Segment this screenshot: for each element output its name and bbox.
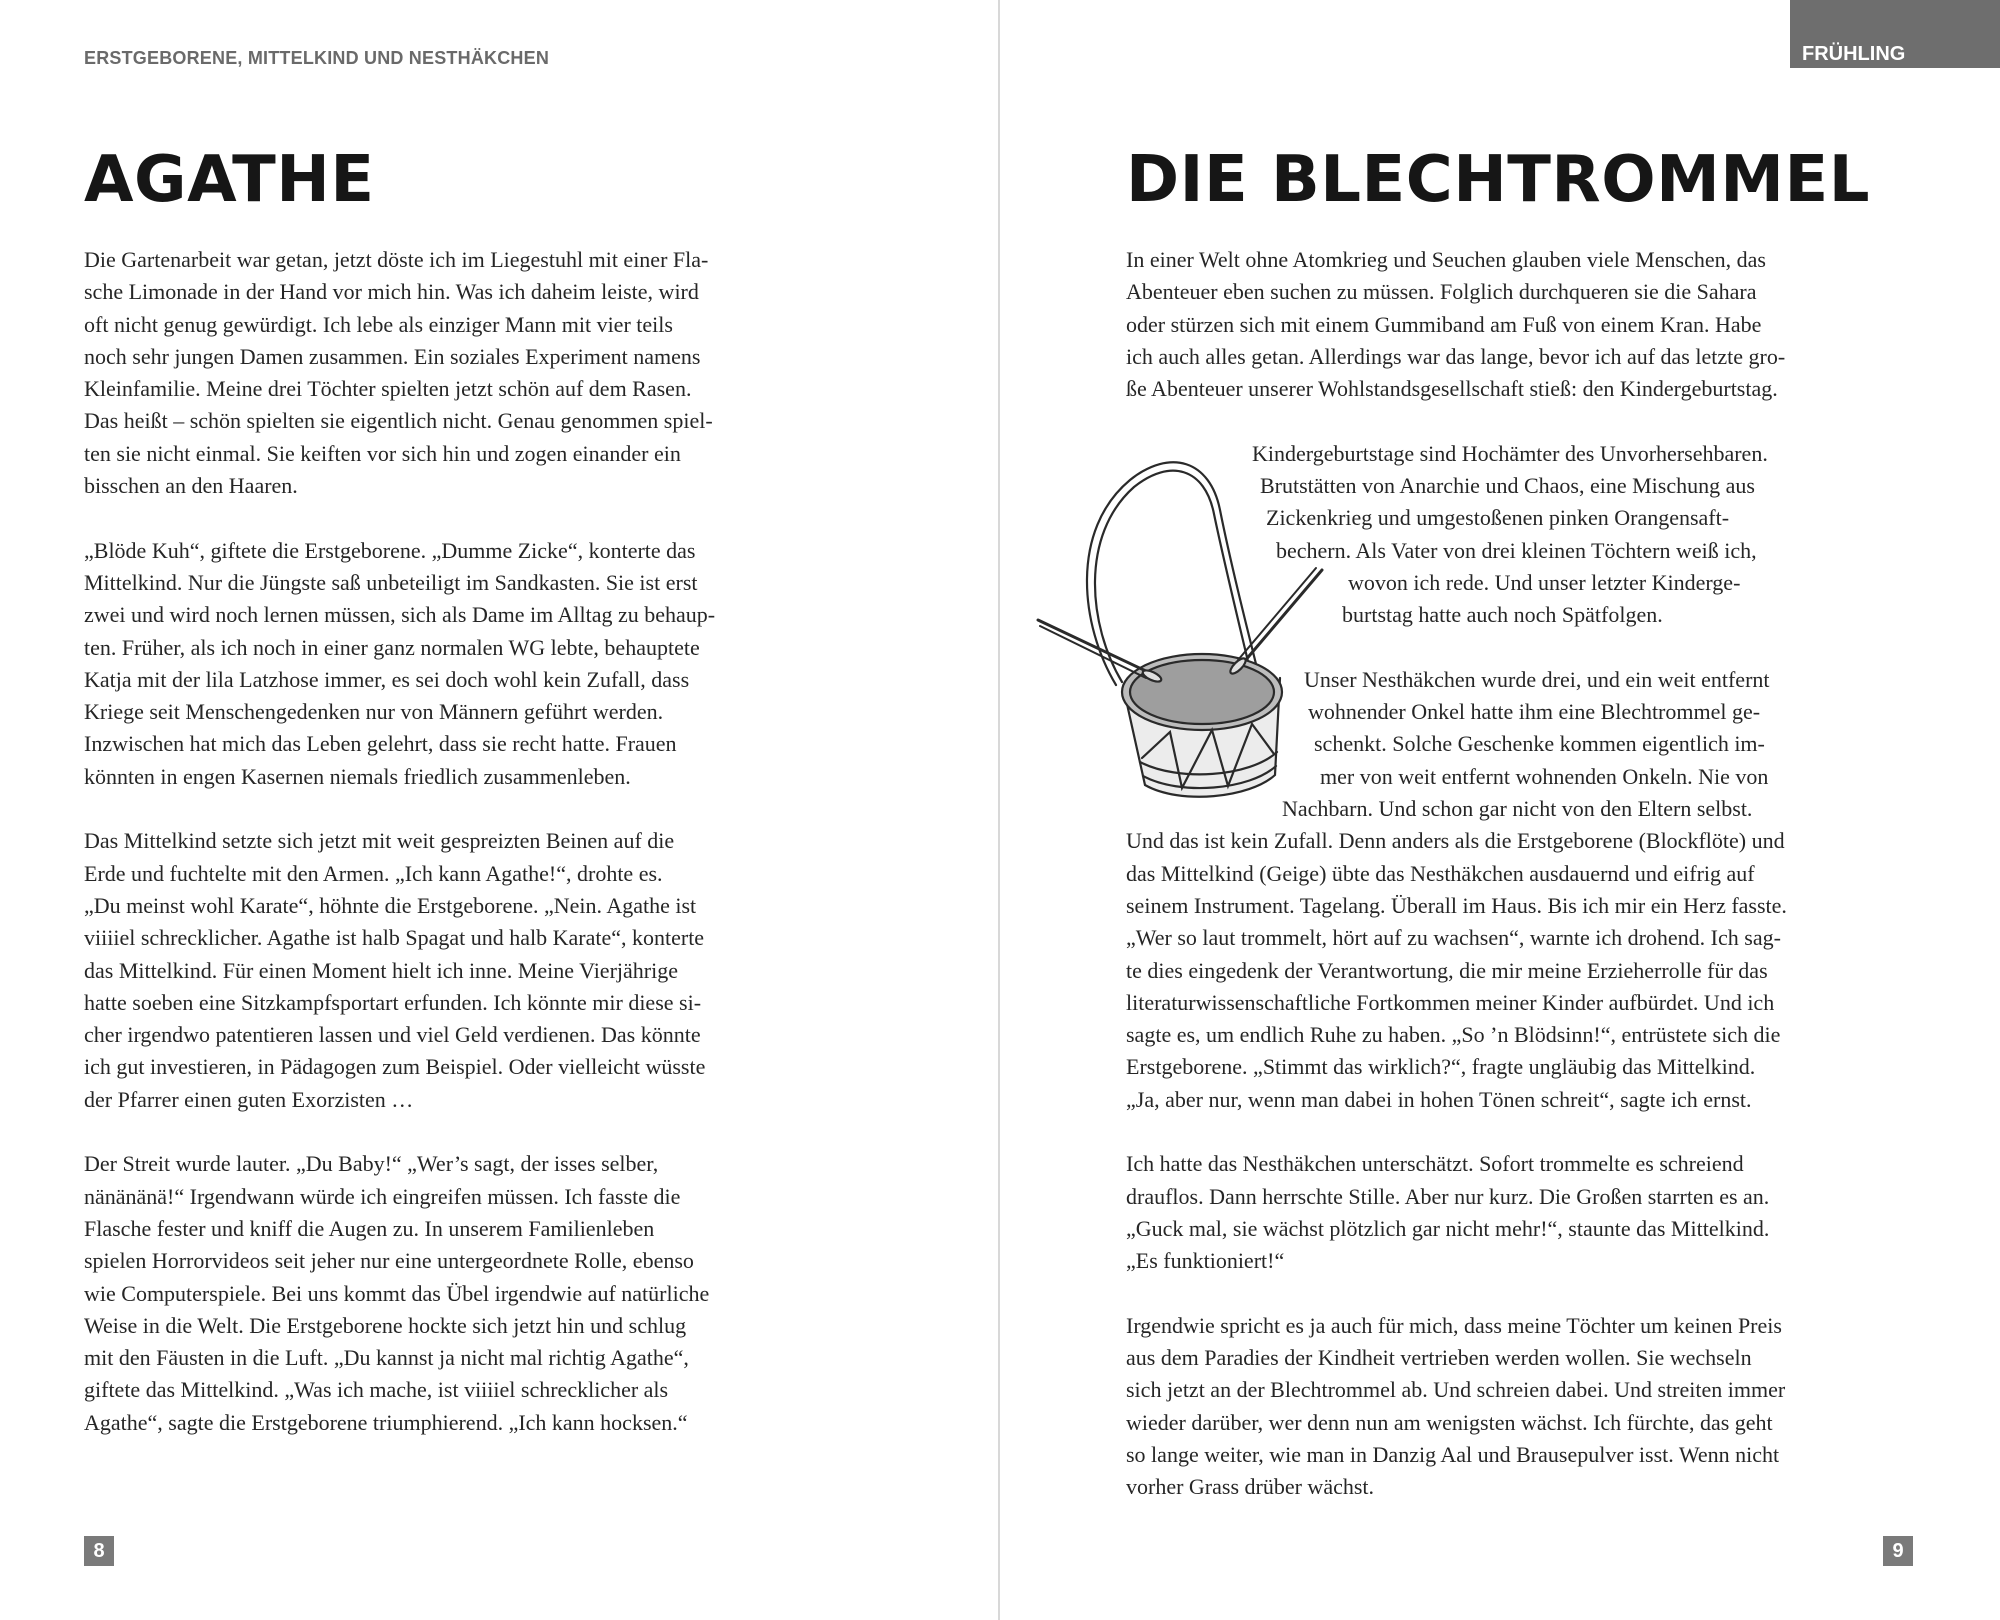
text-line: ten sie nicht einmal. Sie keiften vor sich hin und zogen einander ein [84,440,681,466]
text-line: sich jetzt an der Blechtrommel ab. Und schreien dabei. Und streiten immer [1126,1377,1786,1403]
text-line: viiiiel schrecklicher. Agathe ist halb Spagat und halb Karate“, konterte [84,925,705,951]
section-tab: FRÜHLING [1790,0,2000,68]
text-line: Das heißt – schön spielten sie eigentlich nicht. Genau genommen spiel- [84,408,713,434]
text-line: wovon ich rede. Und unser letzter Kinderge- [1348,569,1741,595]
text-line: wie Computerspiele. Bei uns kommt das Übel irgendwie auf natürliche [84,1280,710,1306]
text-line: vorher Grass drüber wächst. [1126,1474,1375,1500]
text-line: „Blöde Kuh“, giftete die Erstgeborene. „Dumme Zicke“, konterte das [84,537,696,563]
text-line: Inzwischen hat mich das Leben gelehrt, dass sie recht hatte. Frauen [84,731,677,757]
text-line: mer von weit entfernt wohnenden Onkeln. Nie von [1320,763,1769,789]
text-line: Kindergeburtstage sind Hochämter des Unvorhersehbaren. [1252,440,1768,466]
text-line: te dies eingedenk der Verantwortung, die mir meine Erzieherrolle für das [1126,957,1768,983]
text-line: „Wer so laut trommelt, hört auf zu wachsen“, warnte ich drohend. Ich sag- [1126,925,1781,951]
text-line: Agathe“, sagte die Erstgeborene triumphierend. „Ich kann hocksen.“ [84,1409,688,1435]
paragraph [1126,438,1916,632]
text-line: wieder darüber, wer denn nun am wenigsten wächst. Ich fürchte, das geht [1126,1409,1773,1435]
paragraph [84,1148,874,1439]
text-line: spielen Horrorvideos seit jeher nur eine untergeordnete Rolle, ebenso [84,1248,694,1274]
text-line: Brutstätten von Anarchie und Chaos, eine Mischung aus [1260,473,1755,499]
text-line: zwei und wird noch lernen müssen, sich als Dame im Alltag zu behaup- [84,602,716,628]
text-line: der Pfarrer einen guten Exorzisten … [84,1086,414,1112]
text-line: bechern. Als Vater von drei kleinen Töchtern weiß ich, [1276,537,1757,563]
text-line: Das Mittelkind setzte sich jetzt mit weit gespreizten Beinen auf die [84,828,675,854]
paragraph [1126,244,1916,405]
text-line: cher irgendwo patentieren lassen und viel Geld verdienen. Das könnte [84,1022,701,1048]
text-line: das Mittelkind. Für einen Moment hielt ich inne. Meine Vierjährige [84,957,678,983]
text-line: „Es funktioniert!“ [1126,1248,1285,1274]
text-line: Die Gartenarbeit war getan, jetzt döste ich im Liegestuhl mit einer Fla- [84,247,709,272]
text-line: Zickenkrieg und umgestoßenen pinken Orangensaft- [1266,505,1730,531]
text-line: seinem Instrument. Tagelang. Überall im Haus. Bis ich mir ein Herz fasste. [1126,892,1787,918]
text-line: aus dem Paradies der Kindheit vertrieben werden wollen. Sie wechseln [1126,1345,1752,1371]
text-line: Weise in die Welt. Die Erstgeborene hockte sich jetzt hin und schlug [84,1312,687,1338]
text-line: könnten in engen Kasernen niemals friedlich zusammenleben. [84,763,631,789]
text-line: „Guck mal, sie wächst plötzlich gar nicht mehr!“, staunte das Mittelkind. [1126,1215,1770,1241]
right-page [1000,0,2000,1620]
text-line: noch sehr jungen Damen zusammen. Ein soziales Experiment namens [84,343,701,369]
page-number: 8 [84,1536,114,1566]
text-line: Irgendwie spricht es ja auch für mich, dass meine Töchter um keinen Preis [1126,1312,1782,1338]
text-line: mit den Fäusten in die Luft. „Du kannst ja nicht mal richtig Agathe“, [84,1345,689,1371]
text-line: ße Abenteuer unserer Wohlstandsgesellschaft stieß: den Kindergeburtstag. [1126,376,1778,402]
text-line: wohnender Onkel hatte ihm eine Blechtrommel ge- [1308,699,1761,725]
text-line: Flasche fester und kniff die Augen zu. In unserem Familienleben [84,1215,655,1241]
left-page [0,0,998,1620]
text-line: Erstgeborene. „Stimmt das wirklich?“, fragte ungläubig das Mittelkind. [1126,1054,1756,1080]
text-line: giftete das Mittelkind. „Was ich mache, ist viiiiel schrecklicher als [84,1377,669,1403]
text-line: oft nicht genug gewürdigt. Ich lebe als einziger Mann mit vier teils [84,311,673,337]
text-line: ich gut investieren, in Pädagogen zum Beispiel. Oder vielleicht wüsste [84,1054,706,1080]
text-line: hatte soeben eine Sitzkampfsportart erfunden. Ich könnte mir diese si- [84,989,702,1015]
text-line: sche Limonade in der Hand vor mich hin. Was ich daheim leiste, wird [84,279,699,305]
text-line: Abenteuer eben suchen zu müssen. Folglich durchqueren sie die Sahara [1126,279,1757,305]
running-head: ERSTGEBORENE, MITTELKIND UND NESTHÄKCHEN [84,48,550,68]
text-line: sagte es, um endlich Ruhe zu haben. „So ’n Blödsinn!“, entrüstete sich die [1126,1022,1781,1048]
text-line: literaturwissenschaftliche Fortkommen meiner Kinder aufbürdet. Und ich [1126,989,1775,1015]
page-number: 9 [1883,1536,1913,1566]
body-text [84,244,874,1439]
chapter-title-blechtrommel: DIE BLECHTROMMEL [1126,143,1870,217]
text-line: burtstag hatte auch noch Spätfolgen. [1342,602,1663,628]
text-line: Nachbarn. Und schon gar nicht von den Eltern selbst. [1282,796,1753,822]
chapter-title-agathe: AGATHE [84,143,375,217]
text-line: bisschen an den Haaren. [84,473,298,499]
text-line: oder stürzen sich mit einem Gummiband am Fuß von einem Kran. Habe [1126,311,1762,337]
text-line: ten. Früher, als ich noch in einer ganz normalen WG lebte, behauptete [84,634,700,660]
text-line: „Ja, aber nur, wenn man dabei in hohen Tönen schreit“, sagte ich ernst. [1126,1086,1752,1112]
text-line: so lange weiter, wie man in Danzig Aal und Brausepulver isst. Wenn nicht [1126,1441,1780,1467]
paragraph [84,535,874,793]
paragraph [1126,1148,1916,1277]
text-line: In einer Welt ohne Atomkrieg und Seuchen glauben viele Menschen, das [1126,247,1766,272]
text-line: drauflos. Dann herrschte Stille. Aber nur kurz. Die Großen starrten es an. [1126,1183,1770,1209]
text-line: schenkt. Solche Geschenke kommen eigentlich im- [1314,731,1765,757]
text-line: Kleinfamilie. Meine drei Töchter spielten jetzt schön auf dem Rasen. [84,376,692,402]
text-line: das Mittelkind (Geige) übte das Nesthäkchen ausdauernd und eifrig auf [1126,860,1755,886]
text-line: nänänänä!“ Irgendwann würde ich eingreifen müssen. Ich fasste die [84,1183,681,1209]
text-line: Und das ist kein Zufall. Denn anders als die Erstgeborene (Blockflöte) und [1126,828,1785,854]
text-line: Erde und fuchtelte mit den Armen. „Ich kann Agathe!“, drohte es. [84,860,663,886]
text-line: Katja mit der lila Latzhose immer, es sei doch wohl kein Zufall, dass [84,666,690,692]
paragraph [84,244,874,502]
body-text [1126,244,1916,1504]
text-line: Ich hatte das Nesthäkchen unterschätzt. Sofort trommelte es schreiend [1126,1151,1744,1177]
text-line: Kriege seit Menschengedenken nur von Männern geführt werden. [84,699,664,725]
paragraph [1126,664,1916,1116]
paragraph [1126,1310,1916,1504]
text-line: „Du meinst wohl Karate“, höhnte die Erstgeborene. „Nein. Agathe ist [84,892,697,918]
text-line: Unser Nesthäkchen wurde drei, und ein weit entfernt [1304,666,1770,692]
paragraph [84,825,874,1116]
text-line: ich auch alles getan. Allerdings war das lange, bevor ich auf das letzte gro- [1126,343,1786,369]
text-line: Der Streit wurde lauter. „Du Baby!“ „Wer’s sagt, der isses selber, [84,1151,659,1177]
text-line: Mittelkind. Nur die Jüngste saß unbeteiligt im Sandkasten. Sie ist erst [84,569,698,595]
